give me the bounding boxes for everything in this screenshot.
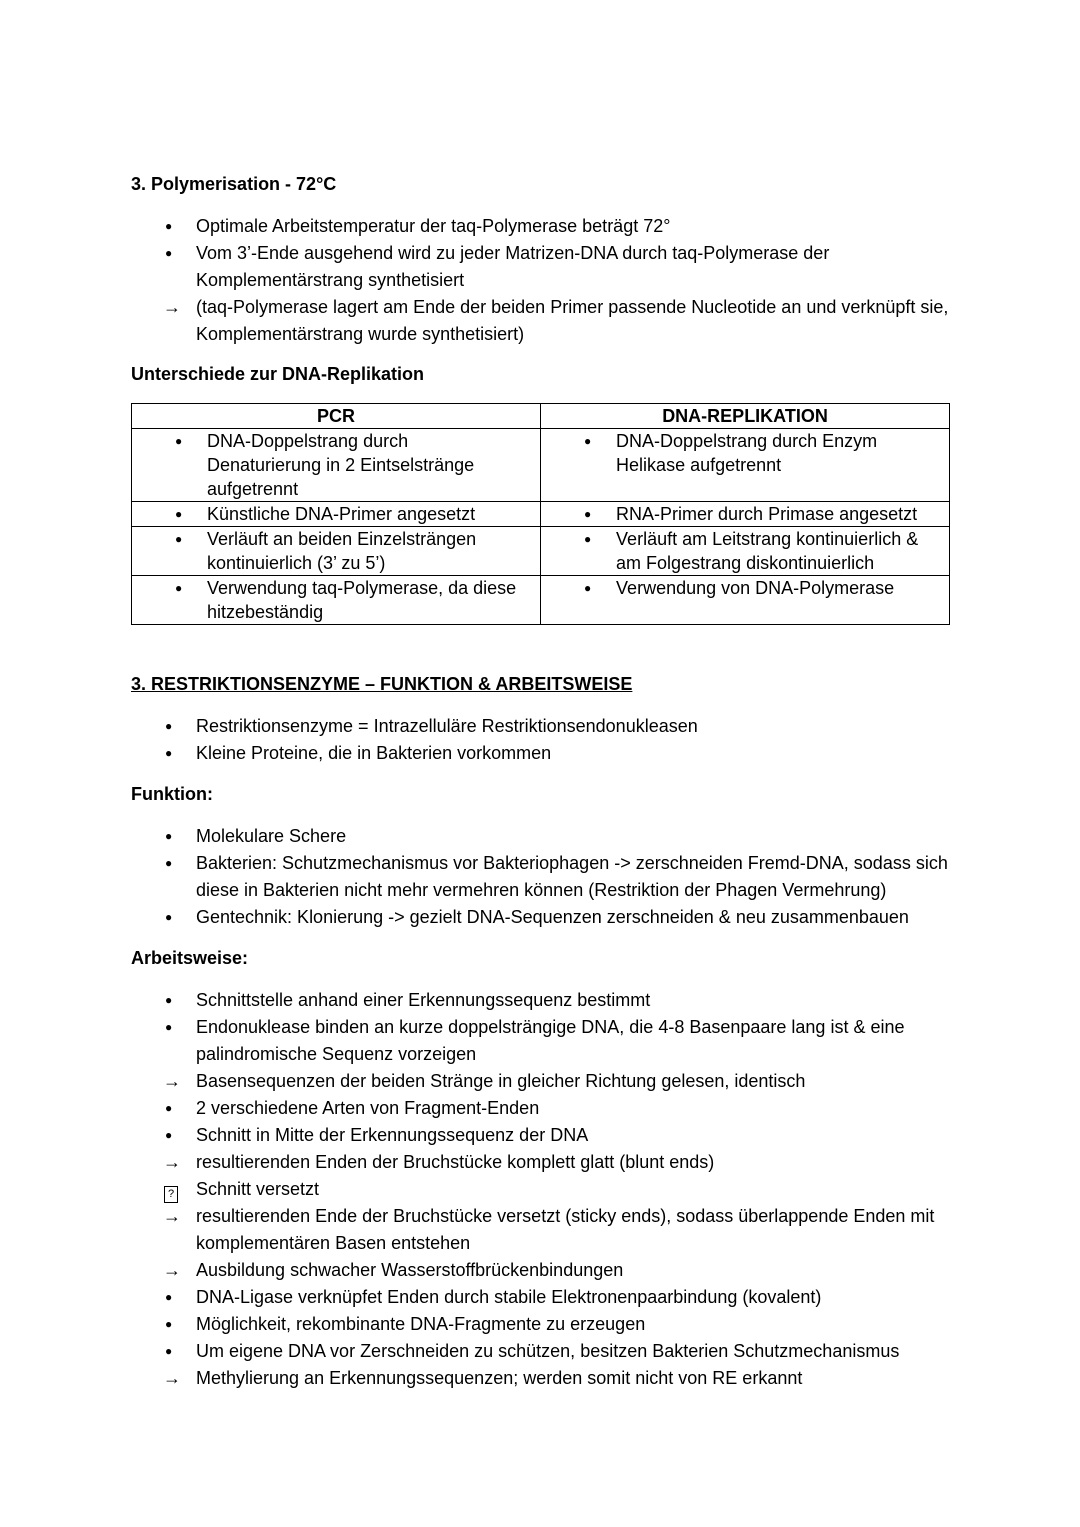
table-cell: ● Verwendung taq-Polymerase, da diese hitzebeständig [132, 576, 541, 625]
bullet-icon [163, 1014, 187, 1043]
list-item: ● Möglichkeit, rekombinante DNA-Fragmente zu erzeugen [163, 1311, 963, 1338]
funktion-list [163, 823, 963, 931]
bullet-icon [163, 1338, 187, 1367]
list-item: → resultierenden Ende der Bruchstücke versetzt (sticky ends), sodass überlappende Enden mit komplementären Basen entstehen [163, 1203, 963, 1257]
bullet-icon [163, 1122, 187, 1151]
bullet-icon [584, 527, 591, 553]
list-item: ? Schnitt versetzt [163, 1176, 963, 1203]
list-item: → (taq-Polymerase lagert am Ende der beiden Primer passende Nucleotide an und verknüpft sie, Komplementärstrang wurde synthetisiert) [163, 294, 963, 348]
list-item: ● Bakterien: Schutzmechanismus vor Bakteriophagen -> zerschneiden Fremd-DNA, sodass sich diese in Bakterien nicht mehr vermehren können (Restriktion der Phagen Vermehrung) [163, 850, 963, 904]
table-row [132, 527, 950, 576]
missing-glyph-icon [163, 1176, 187, 1203]
table-cell: ● Verwendung von DNA-Polymerase [541, 576, 950, 625]
table-row [132, 502, 950, 527]
arrow-right-icon [163, 1149, 187, 1176]
bullet-icon [163, 1095, 187, 1124]
arrow-right-icon [163, 1257, 187, 1284]
bullet-icon [163, 850, 187, 879]
bullet-icon [175, 527, 182, 553]
list-item: → resultierenden Enden der Bruchstücke komplett glatt (blunt ends) [163, 1149, 963, 1176]
list-item: ● Endonuklease binden an kurze doppelsträngige DNA, die 4-8 Basenpaare lang ist & eine palindromische Sequenz vorzeigen [163, 1014, 963, 1068]
list-item: ● Restriktionsenzyme = Intrazelluläre Restriktionsendonukleasen [163, 713, 963, 740]
list-item: → Methylierung an Erkennungssequenzen; werden somit nicht von RE erkannt [163, 1365, 963, 1392]
arbeitsweise-list [163, 987, 963, 1392]
table-header-row [132, 404, 950, 429]
bullet-icon [584, 502, 591, 528]
bullet-icon [163, 1311, 187, 1340]
column-header-pcr: PCR [132, 404, 541, 429]
table-row [132, 576, 950, 625]
arrow-right-icon [163, 294, 187, 321]
arrow-right-icon [163, 1203, 187, 1230]
arbeitsweise-heading: Arbeitsweise: [131, 948, 249, 968]
bullet-icon [163, 987, 187, 1016]
comparison-table [131, 403, 950, 625]
bullet-icon [163, 1284, 187, 1313]
list-item: ● Vom 3’-Ende ausgehend wird zu jeder Matrizen-DNA durch taq-Polymerase der Komplementärstrang synthetisiert [163, 240, 963, 294]
table-cell: ● Verläuft am Leitstrang kontinuierlich & am Folgestrang diskontinuierlich [541, 527, 950, 576]
bullet-icon [163, 240, 187, 269]
list-item: ● Schnitt in Mitte der Erkennungssequenz der DNA [163, 1122, 963, 1149]
list-item: → Basensequenzen der beiden Stränge in gleicher Richtung gelesen, identisch [163, 1068, 963, 1095]
list-item: ● Kleine Proteine, die in Bakterien vorkommen [163, 740, 963, 767]
bullet-icon [163, 740, 187, 769]
bullet-icon [163, 213, 187, 242]
comparison-heading: Unterschiede zur DNA-Replikation [131, 364, 425, 384]
list-item: ● 2 verschiedene Arten von Fragment-Enden [163, 1095, 963, 1122]
bullet-icon [163, 713, 187, 742]
list-item: ● Schnittstelle anhand einer Erkennungssequenz bestimmt [163, 987, 963, 1014]
table-cell: ● RNA-Primer durch Primase angesetzt [541, 502, 950, 527]
list-item: ● Um eigene DNA vor Zerschneiden zu schützen, besitzen Bakterien Schutzmechanismus [163, 1338, 963, 1365]
list-item: ● Molekulare Schere [163, 823, 963, 850]
list-item: ● Gentechnik: Klonierung -> gezielt DNA-Sequenzen zerschneiden & neu zusammenbauen [163, 904, 963, 931]
bullet-icon [584, 576, 591, 602]
polymerisation-list [163, 213, 963, 348]
bullet-icon [163, 823, 187, 852]
arrow-right-icon [163, 1365, 187, 1392]
table-cell: ● DNA-Doppelstrang durch Denaturierung in 2 Eintselstränge aufgetrennt [132, 429, 541, 502]
table-row [132, 429, 950, 502]
column-header-replikation: DNA-REPLIKATION [541, 404, 950, 429]
list-item: → Ausbildung schwacher Wasserstoffbrückenbindungen [163, 1257, 963, 1284]
polymerisation-heading: 3. Polymerisation - 72°C [131, 174, 337, 194]
bullet-icon [175, 429, 182, 455]
funktion-heading: Funktion: [131, 784, 213, 804]
bullet-icon [584, 429, 591, 455]
bullet-icon [175, 502, 182, 528]
bullet-icon [175, 576, 182, 602]
bullet-icon [163, 904, 187, 933]
table-cell: ● DNA-Doppelstrang durch Enzym Helikase aufgetrennt [541, 429, 950, 502]
restriktion-list [163, 713, 963, 767]
arrow-right-icon [163, 1068, 187, 1095]
list-item: ● DNA-Ligase verknüpfet Enden durch stabile Elektronenpaarbindung (kovalent) [163, 1284, 963, 1311]
restriktion-heading: 3. RESTRIKTIONSENZYME – FUNKTION & ARBEITSWEISE [131, 674, 633, 694]
table-cell: ● Künstliche DNA-Primer angesetzt [132, 502, 541, 527]
table-cell: ● Verläuft an beiden Einzelsträngen kontinuierlich (3’ zu 5’) [132, 527, 541, 576]
list-item: ● Optimale Arbeitstemperatur der taq-Polymerase beträgt 72° [163, 213, 963, 240]
